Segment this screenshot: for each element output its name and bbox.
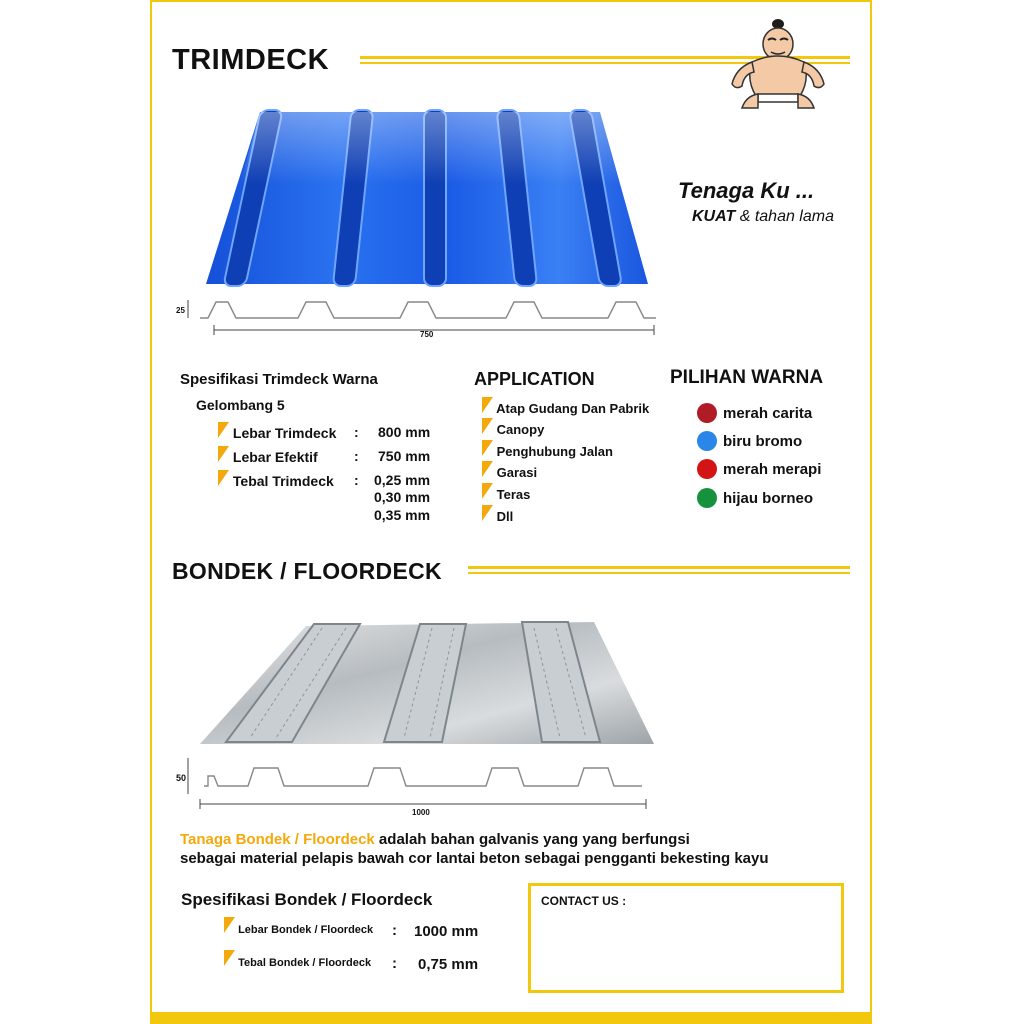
application-title: APPLICATION <box>474 369 595 389</box>
spec-sep: : <box>354 472 359 488</box>
trimdeck-title: TRIMDECK <box>172 44 330 76</box>
bondek-spec-value: 0,75 mm <box>418 956 479 973</box>
spec-value: 750 mm <box>378 448 431 464</box>
color-name: merah merapi <box>723 461 822 478</box>
trimdeck-height-label: 25 <box>176 306 185 315</box>
trimdeck-width-label: 750 <box>420 330 434 339</box>
color-swatch <box>697 488 717 508</box>
tagline-main: Tenaga Ku ... <box>678 178 815 203</box>
bondek-spec-row <box>224 950 371 969</box>
bondek-spec-sep: : <box>392 922 397 939</box>
arrow-bullet-icon <box>482 440 493 456</box>
application-item-label: Garasi <box>496 465 538 480</box>
color-options-title: PILIHAN WARNA <box>670 367 824 388</box>
spec-value: 0,25 mm <box>374 472 431 488</box>
sumo-mascot-logo <box>722 14 834 110</box>
color-swatch <box>697 431 717 451</box>
arrow-bullet-icon <box>224 950 235 966</box>
spec-label: Lebar Trimdeck <box>232 425 337 441</box>
color-swatch <box>697 459 717 479</box>
spec-label: Tebal Trimdeck <box>232 473 334 489</box>
bondek-description-line2: sebagai material pelapis bawah cor lantai beton sebagai pengganti bekesting kayu <box>180 850 769 867</box>
arrow-bullet-icon <box>218 470 229 486</box>
arrow-bullet-icon <box>482 418 493 434</box>
arrow-bullet-icon <box>482 397 493 413</box>
bondek-height-label: 50 <box>176 773 187 783</box>
spec-value-extra: 0,30 mm <box>374 489 431 505</box>
color-name: biru bromo <box>723 433 803 450</box>
application-item <box>482 418 544 437</box>
bondek-spec-sep: : <box>392 955 397 972</box>
application-item <box>482 483 530 502</box>
color-name: hijau borneo <box>723 490 813 507</box>
arrow-bullet-icon <box>482 483 493 499</box>
arrow-bullet-icon <box>218 422 229 438</box>
bondek-description-rest: adalah bahan galvanis yang yang berfungsi <box>374 831 690 848</box>
spec-sep: : <box>354 448 359 464</box>
spec-row-lebar <box>218 422 336 441</box>
spec-row-tebal <box>218 470 334 489</box>
spec-sep: : <box>354 424 359 440</box>
bondek-description-line1 <box>180 831 690 848</box>
spec-value-extra: 0,35 mm <box>374 507 431 523</box>
trimdeck-spec-subtitle: Gelombang 5 <box>196 397 285 413</box>
tagline-sub <box>692 208 834 226</box>
application-item-label: Canopy <box>496 422 545 437</box>
spec-row-efektif <box>218 446 318 465</box>
application-item <box>482 461 537 480</box>
application-item <box>482 440 613 459</box>
bondek-width-label: 1000 <box>412 808 430 817</box>
contact-box <box>528 883 844 993</box>
application-item <box>482 397 649 416</box>
tagline-strong: KUAT <box>692 208 736 225</box>
arrow-bullet-icon <box>218 446 229 462</box>
application-item-label: Penghubung Jalan <box>496 444 613 459</box>
arrow-bullet-icon <box>482 461 493 477</box>
arrow-bullet-icon <box>482 505 493 521</box>
title-rule <box>468 566 850 569</box>
spec-label: Lebar Efektif <box>232 449 318 465</box>
page-bottom-bar <box>150 1012 872 1024</box>
color-swatch <box>697 403 717 423</box>
color-name: merah carita <box>723 405 813 422</box>
bondek-sheet-image <box>196 616 660 752</box>
bondek-spec-label: Lebar Bondek / Floordeck <box>238 924 374 936</box>
application-item-label: Dll <box>496 509 514 524</box>
bondek-description-highlight: Tanaga Bondek / Floordeck <box>180 831 375 848</box>
title-rule-thin <box>468 572 850 574</box>
arrow-bullet-icon <box>224 917 235 933</box>
trimdeck-sheet-image <box>200 104 660 294</box>
contact-label: CONTACT US : <box>541 894 627 908</box>
bondek-spec-row <box>224 917 373 936</box>
bondek-spec-title: Spesifikasi Bondek / Floordeck <box>181 890 433 909</box>
application-item-label: Atap Gudang Dan Pabrik <box>496 401 650 416</box>
application-item <box>482 505 513 524</box>
bondek-title: BONDEK / FLOORDECK <box>172 558 442 584</box>
application-item-label: Teras <box>496 487 531 502</box>
bondek-spec-value: 1000 mm <box>414 923 479 940</box>
bondek-spec-label: Tebal Bondek / Floordeck <box>238 957 372 969</box>
tagline-rest: & tahan lama <box>739 208 834 225</box>
spec-value: 800 mm <box>378 424 431 440</box>
trimdeck-spec-title: Spesifikasi Trimdeck Warna <box>180 371 378 388</box>
